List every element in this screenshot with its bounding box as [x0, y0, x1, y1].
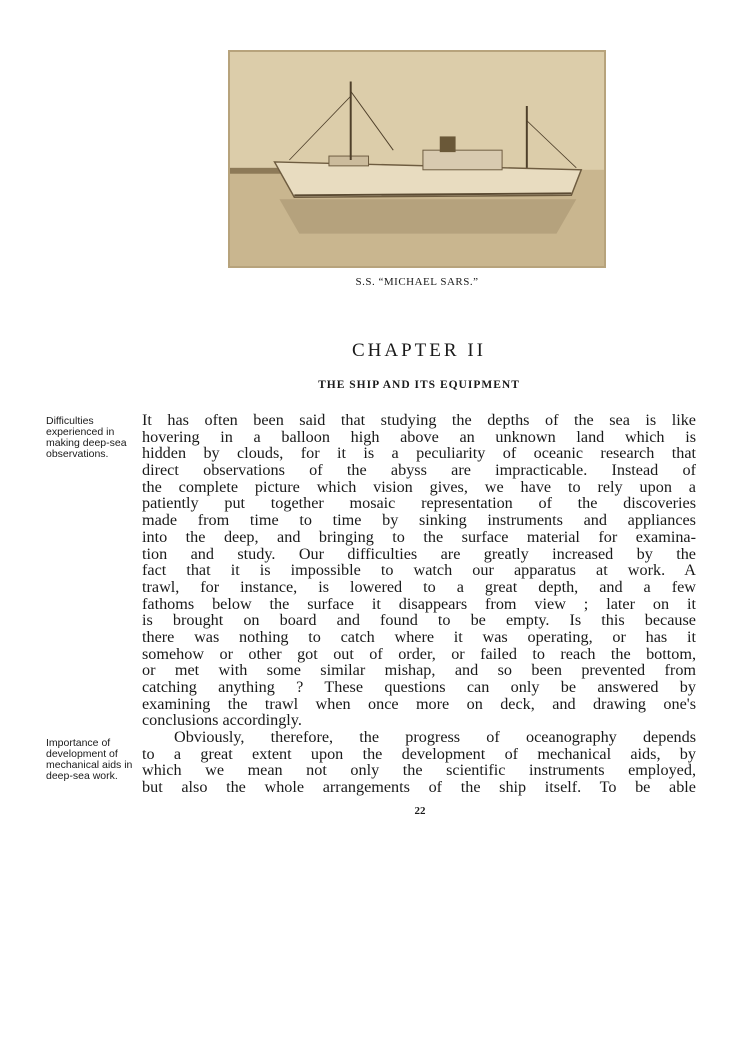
body-line: which we mean not only the scientific instruments employed,	[142, 761, 696, 780]
ship-photograph	[228, 50, 606, 268]
body-line: It has often been said that studying the depths of the sea is like	[142, 411, 696, 429]
body-line: into the deep, and bringing to the surface material for examina-	[142, 527, 696, 546]
body-line: is brought on board and found to be empty. Is this because	[142, 611, 696, 630]
body-line: examining the trawl when once more on deck, and drawing one's	[142, 694, 696, 713]
ship-illustration	[230, 52, 604, 266]
body-line: the complete picture which vision gives, we have to rely upon a	[142, 477, 696, 496]
body-line: direct observations of the abyss are impracticable. Instead of	[142, 461, 696, 480]
body-line: conclusions accordingly.	[142, 711, 302, 730]
chapter-title: CHAPTER II	[352, 340, 486, 361]
body-line: but also the whole arrangements of the ship itself. To be able	[142, 778, 696, 797]
body-line: hidden by clouds, for it is a peculiarity of oceanic research that	[142, 444, 696, 463]
body-text	[142, 412, 696, 796]
body-line: Obviously, therefore, the progress of oceanography depends	[174, 728, 696, 747]
body-line: fathoms below the surface it disappears from view ; later on it	[142, 594, 696, 613]
body-line: to a great extent upon the development of mechanical aids, by	[142, 744, 696, 763]
sidenote-mechanical-aids: Importance of development of mechanical aids in deep-sea work.	[46, 737, 133, 782]
body-line: made from time to time by sinking instruments and appliances	[142, 511, 696, 530]
body-line: there was nothing to catch where it was operating, or has it	[142, 627, 696, 646]
figure-caption: S.S. “MICHAEL SARS.”	[355, 276, 479, 288]
body-line: or met with some similar mishap, and so been prevented from	[142, 661, 696, 680]
page-number: 22	[414, 805, 426, 817]
sidenote-difficulties: Difficulties experienced in making deep-sea observations.	[46, 415, 127, 460]
body-line: trawl, for instance, is lowered to a great depth, and a few	[142, 577, 696, 596]
body-line: fact that it is impossible to watch our apparatus at work. A	[142, 561, 696, 580]
body-line: patiently put together mosaic representation of the discoveries	[142, 494, 696, 513]
body-line: somehow or other got out of order, or failed to reach the bottom,	[142, 644, 696, 663]
body-line: tion and study. Our difficulties are greatly increased by the	[142, 544, 696, 563]
chapter-subtitle: THE SHIP AND ITS EQUIPMENT	[318, 379, 520, 391]
body-line: catching anything ? These questions can only be answered by	[142, 678, 696, 696]
body-line: hovering in a balloon high above an unknown land which is	[142, 427, 696, 446]
